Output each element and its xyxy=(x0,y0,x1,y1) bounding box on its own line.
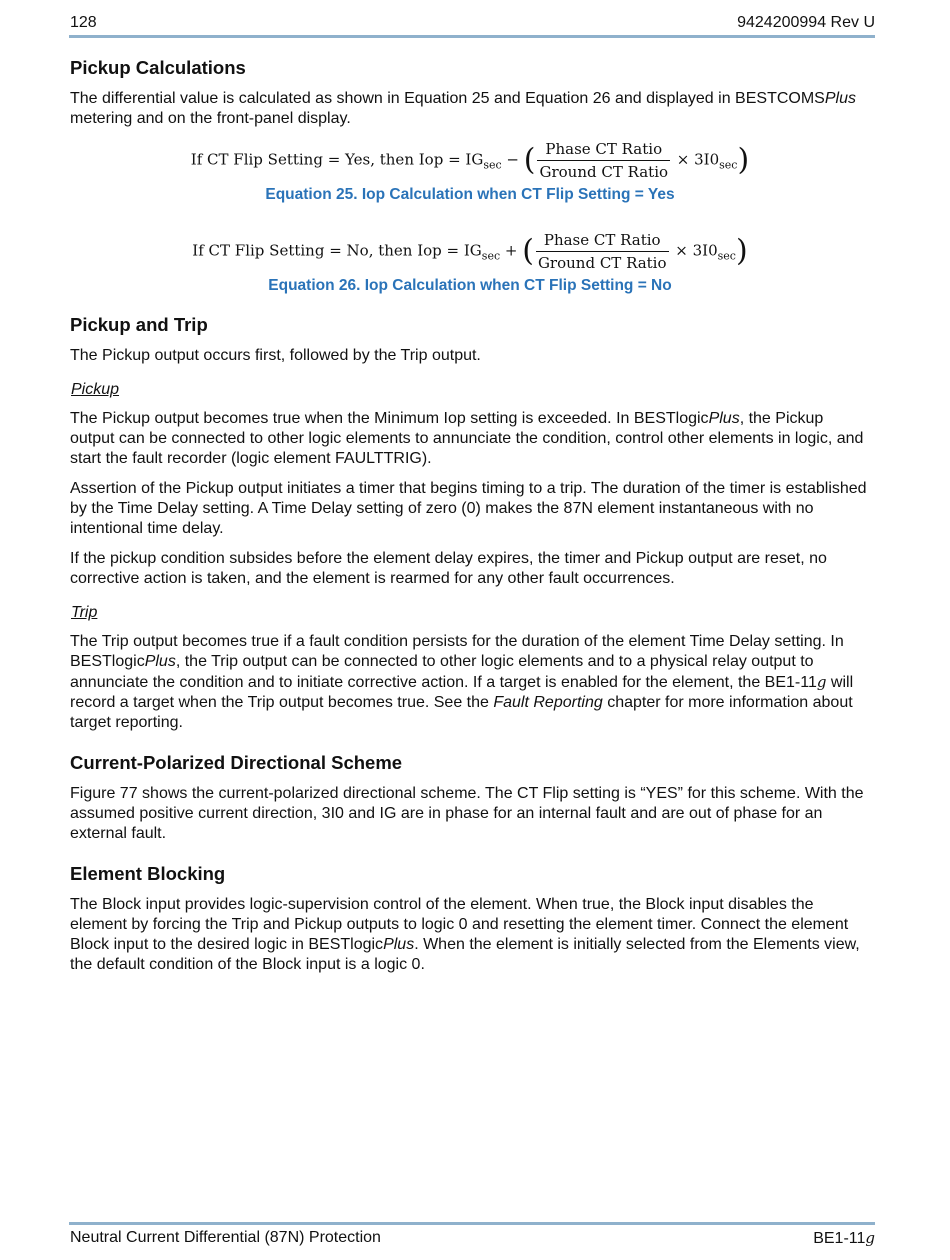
paragraph-pickup: The Pickup output becomes true when the Minimum Iop setting is exceeded. In BESTlogicPlus, the Pickup output can be connected to other logic elements to annunciate the condition, control other elements in logic, and start the fault recorder (logic element FAULTTRIG). xyxy=(70,410,864,467)
header-rule xyxy=(69,35,875,38)
paragraph-element-blocking: The Block input provides logic-supervision control of the element. When true, the Block input disables the element by forcing the Trip and Pickup outputs to logic 0 and resetting the element timer. Connect the element Block input to the desired logic in BESTlogicPlus. When the element is initially selected from the Elements view, the default condition of the Block input is a logic 0. xyxy=(70,896,860,973)
paragraph-pickup-assertion: Assertion of the Pickup output initiates a timer that begins timing to a trip. The duration of the timer is established by the Time Delay setting. A Time Delay setting of zero (0) makes the 87N element instantaneous with no intentional time delay. xyxy=(70,480,867,537)
paragraph-current-polarized: Figure 77 shows the current-polarized directional scheme. The CT Flip setting is “YES” for this scheme. With the assumed positive current direction, 3I0 and IG are in phase for an internal fault and are out of phase for an external fault. xyxy=(70,785,864,842)
footer-section-title: Neutral Current Differential (87N) Protection xyxy=(70,1229,381,1246)
footer-product: BE1-11g xyxy=(813,1229,875,1247)
document-id: 9424200994 Rev U xyxy=(737,14,875,31)
equation-25-fraction: $\frac{\text{Phase CT Ratio}}{\text{Ground CT Ratio}}$ xyxy=(539,140,669,181)
page-body xyxy=(70,56,870,985)
heading-element-blocking: Element Blocking xyxy=(70,863,226,884)
paragraph-pickup-trip-intro: The Pickup output occurs first, followed by the Trip output. xyxy=(70,347,481,364)
equation-26: If CT Flip Setting = No, then Iop = $IG_{sec}$ + ( $\frac{\text{Phase CT Ratio}}{\text{Ground CT Ratio}}$ × $3I0_{sec}$) xyxy=(192,231,748,272)
subheading-trip: Trip xyxy=(71,604,98,621)
equation-25: If CT Flip Setting = Yes, then Iop = $IG_{sec}$ − ( $\frac{\text{Phase CT Ratio}}{\text{Ground CT Ratio}}$ × $3I0_{sec}$) xyxy=(190,140,750,181)
page-number: 128 xyxy=(70,14,97,31)
paragraph-pickup-calc: The differential value is calculated as shown in Equation 25 and Equation 26 and displayed in BESTCOMSPlus metering and on the front-panel display. xyxy=(70,90,856,127)
equation-26-caption: Equation 26. Iop Calculation when CT Flip Setting = No xyxy=(268,277,672,294)
page-header xyxy=(70,14,875,34)
equation-25-caption: Equation 25. Iop Calculation when CT Flip Setting = Yes xyxy=(265,186,675,203)
heading-pickup-calculations: Pickup Calculations xyxy=(70,57,246,78)
subheading-pickup: Pickup xyxy=(71,381,120,398)
heading-current-polarized: Current-Polarized Directional Scheme xyxy=(70,752,403,773)
paragraph-trip: The Trip output becomes true if a fault condition persists for the duration of the element Time Delay setting. In BESTlogicPlus, the Trip output can be connected to other logic elements and to a physical relay output to annunciate the condition and to initiate corrective action. If a target is enabled for the element, the BE1-11g will record a target when the Trip output becomes true. See the Fault Reporting chapter for more information about target reporting. xyxy=(70,633,854,731)
paragraph-pickup-subsides: If the pickup condition subsides before the element delay expires, the timer and Pickup output are reset, no corrective action is taken, and the element is rearmed for any other fault occurrences. xyxy=(70,550,827,587)
equation-26-fraction: $\frac{\text{Phase CT Ratio}}{\text{Ground CT Ratio}}$ xyxy=(537,231,667,272)
heading-pickup-and-trip: Pickup and Trip xyxy=(70,314,208,335)
footer-rule xyxy=(69,1222,875,1225)
